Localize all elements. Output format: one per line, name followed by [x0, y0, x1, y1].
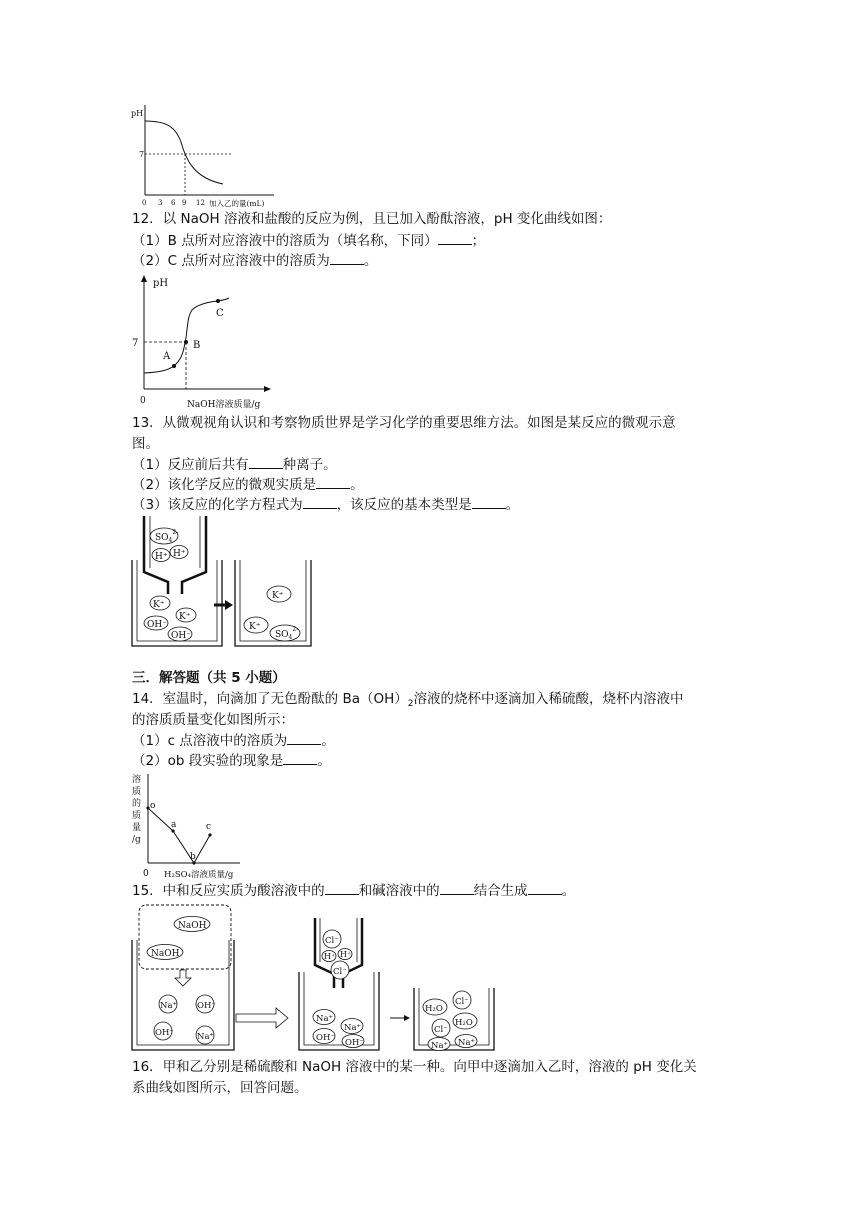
fig2-origin: 0 [140, 396, 146, 406]
dropper-ion-h: H⁺ [324, 952, 336, 961]
fig4-point-b: b [190, 852, 196, 862]
box-molecule-naoh: NaOH [178, 921, 207, 931]
beaker1-ion-k: K⁺ [179, 612, 191, 622]
beaker3-water: H₂O [455, 1018, 473, 1028]
answer-blank [287, 732, 321, 745]
beaker1-ion-oh: OH⁻ [147, 620, 167, 630]
fig1-x-tick: 3 [158, 199, 163, 207]
q12-part2: （2）C 点所对应溶液中的溶质为 。 [132, 253, 378, 269]
figure-ph-curve-2 [132, 272, 282, 412]
fig2-label-b: B [193, 340, 201, 351]
dropper-ion-h: H⁺ [340, 950, 352, 959]
figure-ph-curve-1 [128, 100, 278, 212]
fig4-point-a: a [171, 820, 177, 830]
q14-stem-line1: 14．室温时，向滴加了无色酚酞的 $Ba(OH)_2$溶液的烧杯中逐滴加入稀硫酸，烧杯内溶液中 [132, 691, 684, 709]
fig1-x-tick: 9 [182, 199, 187, 207]
beaker1-ion-oh: OH⁻ [197, 1001, 216, 1011]
q15-stem: 15．中和反应实质为酸溶液中的 和碱溶液中的 结合生成 。 [132, 883, 576, 899]
hollow-down-arrow [175, 970, 191, 986]
fig2-label-a: A [163, 351, 171, 362]
answer-blank [440, 882, 474, 895]
figure-micro-reaction [128, 514, 328, 650]
q13-part2: （2）该化学反应的微观实质是 。 [132, 477, 364, 493]
answer-blank [325, 882, 359, 895]
dropper-ion-cl: Cl⁻ [325, 936, 339, 946]
dropper-ion-cl: Cl⁻ [333, 967, 347, 977]
fig2-xlabel: NaOH溶液质量/g [187, 400, 261, 410]
fig2-point-b [184, 340, 188, 344]
dropper-ion-so4: $SO_4^{2-}$ [155, 529, 179, 544]
fig4-curve [148, 808, 210, 863]
answer-blank [316, 476, 350, 489]
fig1-x-tick: 0 [142, 199, 147, 207]
beaker1-ion-na: Na⁺ [197, 1032, 214, 1042]
beaker1-ion-oh: OH⁻ [171, 631, 191, 641]
beaker2-ion-oh: OH⁻ [345, 1038, 364, 1048]
fig2-label-c: C [216, 308, 224, 319]
q14-part1: （1）c 点溶液中的溶质为 。 [132, 733, 335, 749]
figure-solute-mass [128, 770, 248, 882]
fig2-point-c [216, 299, 220, 303]
beaker3-ion-cl: Cl⁻ [455, 997, 469, 1007]
fig1-y-tick: 7 [139, 150, 145, 159]
figure-neutralization [128, 900, 498, 1054]
q16-stem-line1: 16．甲和乙分别是稀硫酸和 NaOH 溶液中的某一种。向甲中逐滴加入乙时，溶液的 pH 变化关 [132, 1059, 697, 1075]
fig2-point-a [172, 364, 176, 368]
fig1-x-tick: 12 [196, 199, 205, 207]
beaker2-ion-oh: OH⁻ [316, 1033, 335, 1043]
fig1-curve [145, 121, 223, 184]
q12-part1: （1）B 点所对应溶液中的溶质为（填名称，下同） ； [132, 233, 486, 249]
fig1-xlabel: 加入乙的量(mL) [209, 199, 265, 208]
beaker2-ion-k: K⁺ [272, 591, 284, 601]
hollow-right-arrow [236, 1008, 288, 1028]
q12-stem: 12．以 NaOH 溶液和盐酸的反应为例，且已加入酚酞溶液，pH 变化曲线如图： [132, 211, 612, 227]
beaker3-water: H₂O [425, 1004, 443, 1014]
answer-blank [438, 232, 472, 245]
q13-part3: （3）该反应的化学方程式为 ，该反应的基本类型是 。 [132, 497, 520, 513]
answer-blank [303, 496, 337, 509]
q14-stem-line2: 的溶质质量变化如图所示： [132, 712, 294, 728]
beaker3-ion-na: Na⁺ [431, 1041, 448, 1051]
beaker1-ion-k: K⁺ [153, 600, 165, 610]
section-title: 三．解答题（共 5 小题） [132, 670, 286, 686]
fig4-point-c: c [206, 822, 212, 832]
dropper-ion-h: H⁺ [173, 549, 186, 559]
beaker3-ion-na: Na⁺ [458, 1038, 475, 1048]
fig2-ylabel: pH [153, 278, 169, 289]
fig4-xlabel: H₂SO₄溶液质量/g [164, 870, 234, 880]
beaker1-ion-oh: OH⁻ [155, 1028, 174, 1038]
dropper-ion-h: H⁺ [155, 552, 168, 562]
answer-blank [330, 252, 364, 265]
q13-part1: （1）反应前后共有 种离子。 [132, 457, 337, 473]
fig4-ylabel: 溶 质 的 质 量 /g [132, 775, 142, 845]
answer-blank [472, 496, 506, 509]
beaker2-ion-k: K⁺ [249, 622, 261, 632]
answer-blank [528, 882, 562, 895]
beaker3-ion-cl: Cl⁻ [434, 1025, 448, 1035]
answer-blank [283, 752, 317, 765]
fig4-point-o: o [150, 801, 156, 811]
beaker1-ion-na: Na⁺ [160, 1001, 177, 1011]
q14-part2: （2）ob 段实验的现象是 。 [132, 753, 331, 769]
q16-stem-line2: 系曲线如图所示，回答问题。 [132, 1080, 308, 1096]
q13-stem-line1: 13．从微观视角认识和考察物质世界是学习化学的重要思维方法。如图是某反应的微观示意 [132, 415, 676, 431]
fig4-origin: 0 [143, 869, 149, 879]
beaker2-ion-na: Na⁺ [344, 1023, 361, 1033]
beaker2-ion-so4: $SO_4^{2-}$ [275, 626, 299, 641]
beaker2-ion-na: Na⁺ [316, 1014, 333, 1024]
fig2-y-tick: 7 [132, 338, 139, 349]
answer-blank [249, 456, 283, 469]
fig1-ylabel: pH [131, 109, 144, 118]
fig1-x-tick: 6 [171, 199, 176, 207]
q13-stem-line2: 图。 [132, 436, 159, 452]
box-molecule-naoh: NaOH [151, 949, 180, 959]
